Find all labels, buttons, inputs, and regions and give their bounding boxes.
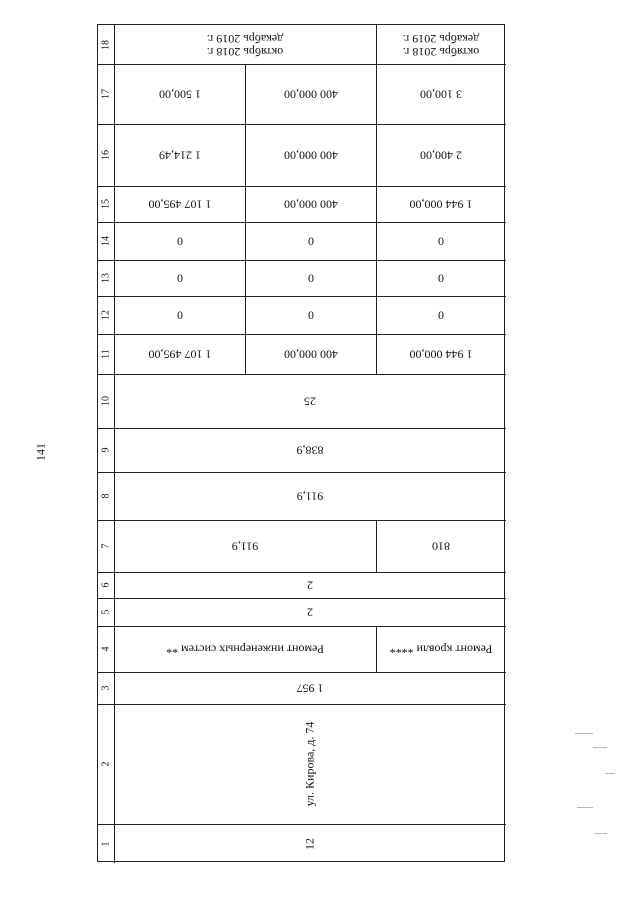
col1-number — [114, 824, 506, 863]
col14-work1-text: 0 — [438, 234, 444, 249]
col16-work1 — [376, 124, 506, 186]
col15-work3 — [114, 186, 245, 222]
column-index-1 — [98, 824, 114, 863]
column-index-3 — [98, 672, 114, 704]
col12-work2 — [245, 296, 376, 334]
col11-work2-text: 400 000,00 — [283, 347, 338, 362]
col13-work1-text: 0 — [438, 271, 444, 286]
col7-work1-text: 810 — [432, 539, 450, 554]
col16-work2 — [245, 124, 376, 186]
column-index-7 — [98, 520, 114, 572]
column-index-14 — [98, 222, 114, 260]
col9-cell — [114, 428, 506, 472]
col14-work3 — [114, 222, 245, 260]
col1-number-text: 12 — [302, 837, 317, 850]
col11-work3-text: 1 107 495,00 — [148, 347, 211, 362]
col4-work1 — [376, 626, 506, 672]
col4-work3-text: Ремонт инженерных систем ** — [166, 642, 324, 657]
col7-work3 — [114, 520, 376, 572]
period-text — [403, 32, 480, 58]
column-index-6 — [98, 572, 114, 598]
column-index-8 — [98, 472, 114, 520]
col10-cell — [114, 374, 506, 428]
col2-address — [114, 704, 506, 824]
column-index-16 — [98, 124, 114, 186]
column-index-17 — [98, 64, 114, 124]
page-number: 141 — [33, 443, 48, 461]
col17-work3-text: 1 500,00 — [158, 87, 201, 102]
col4-work3 — [114, 626, 376, 672]
col12-work3-text: 0 — [176, 308, 183, 323]
scan-artifacts — [565, 725, 615, 845]
col5-cell — [114, 598, 506, 626]
col3-cell — [114, 672, 506, 704]
col14-work3-text: 0 — [176, 234, 183, 249]
col11-work1-text: 1 944 000,00 — [409, 347, 473, 362]
col14-work2-text: 0 — [307, 234, 314, 249]
col9-cell-text: 838,9 — [296, 443, 324, 458]
column-index-13-text: 13 — [100, 273, 112, 283]
column-index-10 — [98, 374, 114, 428]
col3-cell-text: 1 957 — [296, 681, 324, 696]
period-text — [207, 32, 284, 58]
column-index-12-text: 12 — [100, 310, 112, 320]
col13-work1 — [376, 260, 506, 296]
column-index-16-text: 16 — [100, 150, 112, 160]
column-index-12 — [98, 296, 114, 334]
column-index-14-text: 14 — [100, 236, 112, 246]
col11-work1 — [376, 334, 506, 374]
col8-cell-text: 911,9 — [296, 489, 324, 504]
col4-work1-text: Ремонт кровли **** — [389, 642, 493, 657]
col12-work2-text: 0 — [307, 308, 314, 323]
col14-work1 — [376, 222, 506, 260]
col15-work1 — [376, 186, 506, 222]
col17-work3 — [114, 64, 245, 124]
column-index-13 — [98, 260, 114, 296]
col12-work3 — [114, 296, 245, 334]
column-index-11-text: 11 — [100, 349, 112, 359]
period-start: октябрь 2018 г. — [206, 44, 284, 59]
col15-work1-text: 1 944 000,00 — [409, 197, 473, 212]
column-index-10-text: 10 — [100, 396, 112, 406]
col15-work3-text: 1 107 495,00 — [148, 197, 211, 212]
col2-address-text: ул. Кирова, д. 74 — [302, 721, 317, 807]
column-index-4-text: 4 — [100, 646, 112, 652]
col15-work2 — [245, 186, 376, 222]
column-index-5 — [98, 598, 114, 626]
col16-work3 — [114, 124, 245, 186]
col16-work2-text: 400 000,00 — [283, 148, 338, 163]
col7-work1 — [376, 520, 506, 572]
col17-work2-text: 400 000,00 — [283, 87, 338, 102]
col13-work3-text: 0 — [176, 271, 183, 286]
col13-work2 — [245, 260, 376, 296]
col10-cell-text: 25 — [304, 394, 316, 409]
column-index-3-text: 3 — [100, 685, 112, 691]
col14-work2 — [245, 222, 376, 260]
column-index-18-text: 18 — [100, 39, 112, 50]
col7-work3-text: 911,9 — [231, 539, 259, 554]
column-index-15 — [98, 186, 114, 222]
period-end: декабрь 2019 г. — [206, 31, 284, 46]
col17-work1 — [376, 64, 506, 124]
column-index-18 — [98, 25, 114, 64]
col13-work3 — [114, 260, 245, 296]
col13-work2-text: 0 — [307, 271, 314, 286]
col8-cell — [114, 472, 506, 520]
column-index-8-text: 8 — [100, 493, 112, 499]
col11-work2 — [245, 334, 376, 374]
col16-work1-text: 2 400,00 — [420, 148, 462, 163]
column-index-4 — [98, 626, 114, 672]
period-end: декабрь 2019 г. — [402, 31, 480, 46]
column-index-15-text: 15 — [100, 199, 112, 209]
col5-cell-text: 2 — [307, 605, 313, 620]
column-index-9 — [98, 428, 114, 472]
col17-work2 — [245, 64, 376, 124]
col11-work3 — [114, 334, 245, 374]
column-index-2 — [98, 704, 114, 824]
col18-work1 — [376, 25, 506, 64]
column-index-2-text: 2 — [100, 761, 112, 767]
col12-work1-text: 0 — [438, 308, 444, 323]
period-start: октябрь 2018 г. — [402, 44, 480, 59]
col18-work3 — [114, 25, 376, 64]
column-index-17-text: 17 — [100, 89, 112, 99]
column-index-5-text: 5 — [100, 609, 112, 615]
column-index-9-text: 9 — [100, 447, 112, 453]
column-index-7-text: 7 — [100, 543, 112, 549]
col12-work1 — [376, 296, 506, 334]
column-index-1-text: 1 — [100, 841, 112, 846]
column-index-6-text: 6 — [100, 582, 112, 588]
col16-work3-text: 1 214,49 — [158, 148, 201, 163]
col15-work2-text: 400 000,00 — [283, 197, 338, 212]
col6-cell — [114, 572, 506, 598]
column-index-11 — [98, 334, 114, 374]
repair-table — [97, 24, 505, 862]
col17-work1-text: 3 100,00 — [420, 87, 462, 102]
col6-cell-text: 2 — [307, 578, 313, 593]
